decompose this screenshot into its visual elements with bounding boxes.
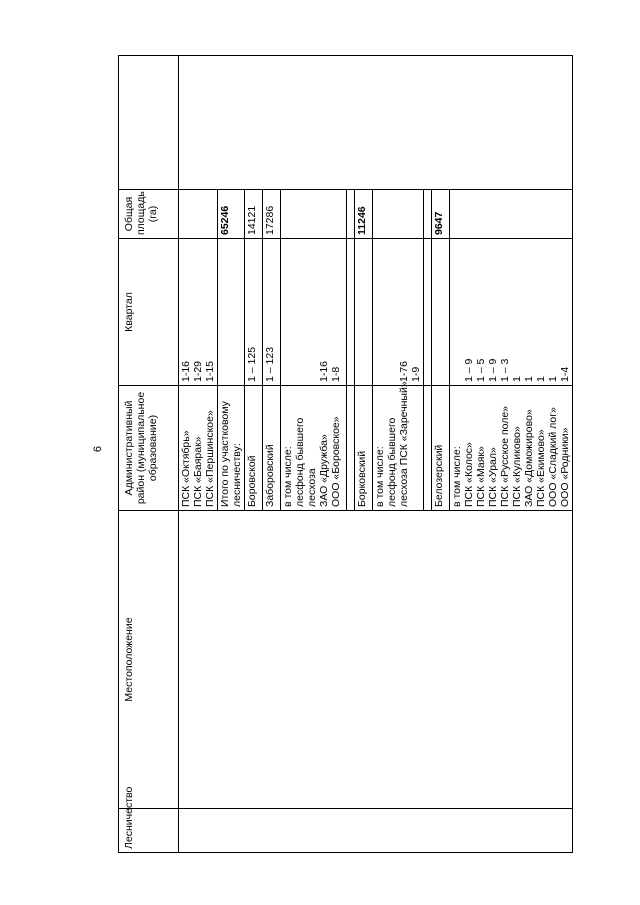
area-cell [450,190,573,239]
header-area: Общая площадь (га) [119,190,179,239]
district-cell: ПСК «Октябрь» ПСК «Баярак» ПСК «Першинское» [179,386,218,511]
area-cell: 11246 [355,190,373,239]
district-cell [424,386,432,511]
district-cell: Борковский [355,386,373,511]
header-location: Местоположение [119,511,179,809]
quarter-cell [424,239,432,386]
area-cell [347,190,355,239]
quarter-cell: 1 – 125 [245,239,263,386]
area-cell: 9647 [432,190,450,239]
area-cell: 14121 [245,190,263,239]
area-cell: 65246 [218,190,245,239]
table-row [179,56,218,853]
forestry-table [118,55,573,853]
area-cell [179,190,218,239]
header-district: Административный район (муниципальное образование) [119,386,179,511]
quarter-cell [347,239,355,386]
header-forestry: Лесничество [119,809,179,853]
quarter-cell: 1 – 123 [263,239,281,386]
district-cell [347,386,355,511]
district-cell: Белозерский [432,386,450,511]
district-cell: Заборовский [263,386,281,511]
district-cell: Боровской [245,386,263,511]
forestry-cell [179,809,573,853]
header-row [119,56,179,853]
extra-cell [179,56,573,190]
forestry-table-rotated [118,56,571,853]
quarter-cell: 1 – 9 1 – 5 1 – 9 1 – 3 1 1 1 1 1-4 [450,239,573,386]
district-cell: в том числе: ПСК «Колос» ПСК «Маяк» ПСК «Урал» ПСК «Русское поле» ПСК «Куликово» ЗАО «Доможирово» ПСК «Екимово» ООО «Сладкий лог» ООО «Родники» [450,386,573,511]
area-cell [424,190,432,239]
quarter-cell [218,239,245,386]
area-cell [373,190,424,239]
district-cell: в том числе: лесфонд бывшего лесхоза ЗАО «Дружба» ООО «Боровское» [281,386,347,511]
location-cell [179,511,573,809]
district-cell: Итого по участковому лесничеству: [218,386,245,511]
area-cell: 17286 [263,190,281,239]
quarter-cell: 1-16 1-29 1-15 [179,239,218,386]
header-quarter: Квартал [119,239,179,386]
quarter-cell [355,239,373,386]
quarter-cell: 1-16 1-8 [281,239,347,386]
quarter-cell: 1-76 1-9 [373,239,424,386]
district-cell: в том числе: лесфонд бывшего лесхоза ПСК «Заречный» [373,386,424,511]
quarter-cell [432,239,450,386]
area-cell [281,190,347,239]
header-extra [119,56,179,190]
page-number: 6 [92,445,104,453]
